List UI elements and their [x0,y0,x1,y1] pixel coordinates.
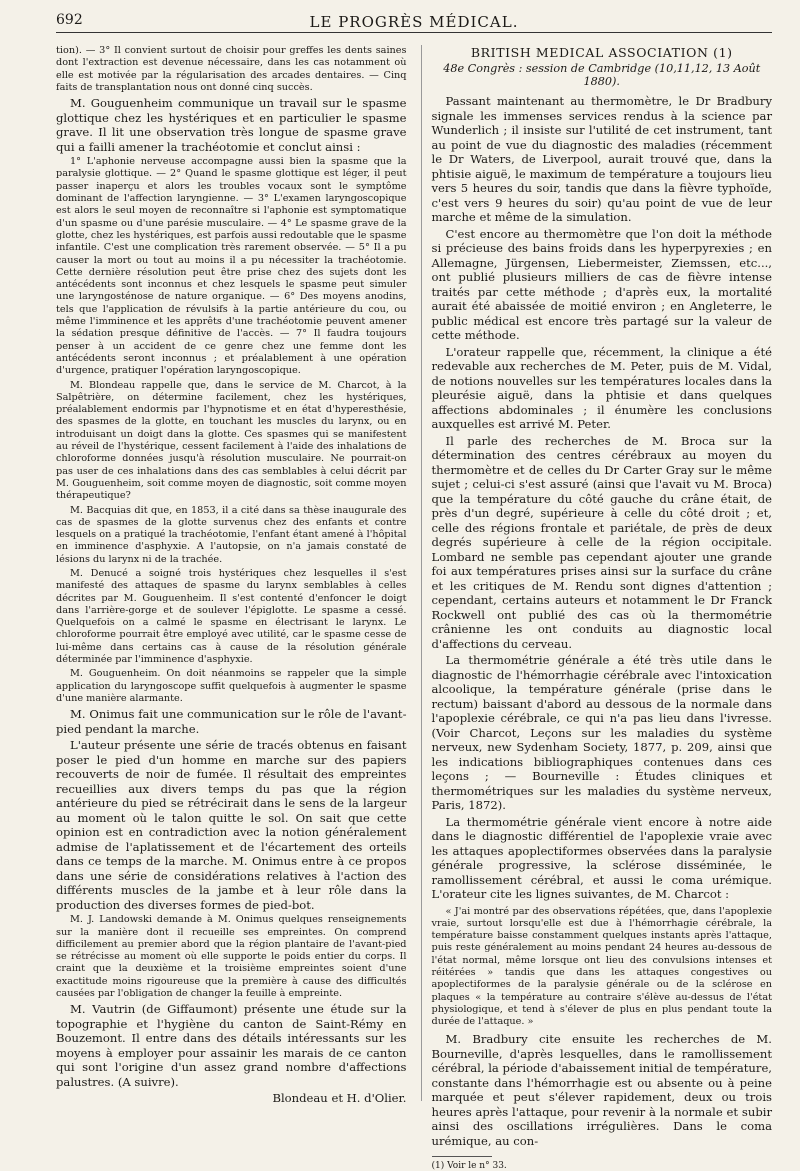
paragraph: M. Vautrin (de Giffaumont) présente une étude sur la topographie et l'hygiène du canton de Saint-Rémy en Bouzemont. Il entre dans des détails intéressants sur les moyens à employer pour assainir les marais de ce canton qui sont l'origine d'un assez grand nombre d'affections palustres. (A suivre). [56,1002,407,1089]
congress-subtitle: 48e Congrès : session de Cambridge (10,11,12, 13 Août 1880). [443,62,761,88]
paragraph: M. J. Landowski demande à M. Onimus quelques renseignements sur la manière dont il recueille ses empreintes. On comprend difficilement au premier abord que la région plantaire de l'avant-pied se rétrécisse au moment où elle supporte le poids entier du corps. Il craint que la deuxième et la troisième empreintes soient d'une exactitude moins rigoureuse que la première à cause des difficultés causées par l'obligation de changer la feuille à empreinte. [56,914,407,1000]
paragraph: M. Onimus fait une communication sur le rôle de l'avant-pied pendant la marche. [56,707,407,736]
paragraph: Passant maintenant au thermomètre, le Dr Bradbury signale les immenses services rendus à la science par Wunderlich ; il insiste sur l'utilité de cet instrument, tant au point de vue du diagnostic des maladies (récemment le Dr Waters, de Liverpool, aurait trouvé que, dans la phtisie aiguë, le maximum de température a toujours lieu vers 5 heures du soir, tandis que dans la fièvre typhoïde, c'est vers 9 heures du soir) qu'au point de vue de leur marche et même de la simulation. [431,94,772,224]
paragraph: L'orateur rappelle que, récemment, la clinique a été redevable aux recherches de M. Peter, puis de M. Vidal, de notions nouvelles sur les températures locales dans la pleurésie aiguë, dans la phtisie et dans quelques affections abdominales ; il énumère les conclusions auxquelles est arrivé M. Peter. [431,344,772,431]
right-column [421,45,773,1171]
footnote: (1) Voir le n° 33. [431,1161,507,1171]
journal-title: LE PROGRÈS MÉDICAL. [309,13,519,31]
paragraph: L'auteur présente une série de tracés obtenus en faisant poser le pied d'un homme en marche sur des papiers recouverts de noir de fumée. Il résultait des empreintes recueillies aux divers temps du pas que la région antérieure du pied se rétrécirait dans le sens de la largeur au moment où le talon quitte le sol. On sait que cette opinion est en contradiction avec la notion généralement admise de l'aplatissement et de l'écartement des orteils dans ce temps de la marche. M. Onimus entre à ce propos dans une série de considérations relatives à l'action des différents muscles de la jambe et à leur rôle dans la production des diverses formes de pied-bot. [56,738,407,912]
two-column-body [56,45,772,1171]
paragraph: La thermométrie générale a été très utile dans le diagnostic de l'hémorrhagie cérébrale avec l'intoxication alcoolique, la température générale (prise dans le rectum) baissant d'abord au dessous de la normale dans l'apoplexie cérébrale, ce qui n'a pas lieu dans l'ivresse. (Voir Charcot, Leçons sur les maladies du système nerveux, new Sydenham Society, 1877, p. 209, ainsi que les indications bibliographiques contenues dans ces leçons ; — Bourneville : Études cliniques et thermométriques sur les maladies du système nerveux, Paris, 1872). [431,653,772,812]
page-header [56,12,772,33]
paragraph: Il parle des recherches de M. Broca sur la détermination des centres cérébraux au moyen du thermomètre et de celles du Dr Carter Gray sur le même sujet ; celui-ci s'est assuré (ainsi que l'avait vu M. Broca) que la température du côté gauche du crâne était, de près d'un degré, supérieure à celle du côté droit ; et, celle des régions frontale et pariétale, de près de deux degrés supérieure à celle de la région occipitale. Lombard ne semble pas cependant ajouter une grande foi aux températures prises ainsi sur la surface du crâne et les critiques de M. Rendu sont dignes d'attention ; cependant, certains auteurs et notamment le Dr Franck Rockwell ont publié des cas où la thermométrie crânienne les ont conduits au diagnostic local d'affections du cerveau. [431,433,772,651]
paragraph: M. Bacquias dit que, en 1853, il a cité dans sa thèse inaugurale des cas de spasmes de la glotte survenus chez des enfants et contre lesquels on a pratiqué la trachéotomie, l'enfant étant amené à l'hôpital en imminence d'asphyxie. A l'autopsie, on n'a jamais constaté de lésions du larynx ni de la trachée. [56,504,407,565]
paragraph: 1° L'aphonie nerveuse accompagne aussi bien la spasme que la paralysie glottique. — 2° Quand le spasme glottique est léger, il peut passer inaperçu et alors les troubles vocaux sont le symptôme dominant de l'affection laryngienne. — 3° L'examen laryngoscopique est alors le seul moyen de reconnaître si l'aphonie est symptomatique d'un spasme ou d'une parésie musculaire. — 4° Le spasme grave de la glotte, chez les hystériques, est parfois aussi redoutable que le spasme infantile. C'est une complication très rarement observée. — 5° Il a pu causer la mort ou tout au moins il a pu nécessiter la trachéotomie. Cette dernière résolution peut être prise chez des sujets dont les antécédents sont inconnus et chez lesquels le spasme peut simuler une laryngosténose de nature organique. — 6° Des moyens anodins, tels que l'application de révulsifs à la partie antérieure du cou, ou même l'imminence et les apprêts d'une trachéotomie peuvent amener la sédation presque définitive de l'accès. — 7° Il faudra toujours penser à un accident de ce genre chez une femme dont les antécédents seront inconnus ; et préalablement à une opération d'urgence, pratiquer l'opération laryngoscopique. [56,156,407,377]
paragraph: M. Bradbury cite ensuite les recherches de M. Bourneville, d'après lesquelles, dans le ramollissement cérébral, la période d'abaissement initial de température, constante dans l'hémorrhagie est ou absente ou à peine marquée et peut s'élever rapidement, deux ou trois heures après l'attaque, pour revenir à la normale et subir ainsi des oscillations irrégulières. Dans le coma urémique, au con- [431,1032,772,1148]
paragraph: M. Gouguenheim. On doit néanmoins se rappeler que la simple application du laryngoscope suffit quelquefois à augmenter le spasme d'une manière alarmante. [56,668,407,704]
paragraph: M. Blondeau rappelle que, dans le service de M. Charcot, à la Salpêtrière, on détermine facilement, chez les hystériques, préalablement endormis par l'hypnotisme et en état d'hyperesthésie, des spasmes de la glotte, en touchant les muscles du larynx, ou en introduisant un doigt dans la glotte. Ces spasmes qui se manifestent au réveil de l'hystérique, cessent facilement à l'aide des inhalations de chloroforme données jusqu'à résolution musculaire. Ne pourrait-on pas user de ces inhalations dans des cas semblables à celui décrit par M. Gouguenheim, soit comme moyen de diagnostic, soit comme moyen thérapeutique? [56,379,407,502]
section-title: BRITISH MEDICAL ASSOCIATION (1) [470,45,733,60]
paragraph: La thermométrie générale vient encore à notre aide dans le diagnostic différentiel de l'apoplexie vraie avec les attaques apoplectiformes observées dans la paralysie générale progressive, la sclérose disséminée, le ramollissement cérébral, et aussi le coma urémique. L'orateur cite les lignes suivantes, de M. Charcot : [431,814,772,901]
paragraph: M. Gouguenheim communique un travail sur le spasme glottique chez les hystériques et en particulier le spasme grave. Il lit une observation très longue de spasme grave qui a failli amener la trachéotomie et conclut ainsi : [56,96,407,154]
signature: Blondeau et H. d'Olier. [272,1091,407,1106]
paragraph: tion). — 3° Il convient surtout de choisir pour greffes les dents saines dont l'extraction est devenue nécessaire, dans les cas notamment où elle est motivée par la régularisation des arcades dentaires. — Cinq faits de transplantation nous ont donné cinq succès. [56,45,407,93]
footnote-rule [432,1156,492,1157]
page-number: 692 [56,12,83,28]
paragraph: M. Denucé a soigné trois hystériques chez lesquelles il s'est manifesté des attaques de spasme du larynx semblables à celles décrites par M. Gouguenheim. Il s'est contenté d'enfoncer le doigt dans l'arrière-gorge et de soulever l'épiglotte. Le spasme a cessé. Quelquefois on a calmé le spasme en électrisant le larynx. Le chloroforme pourrait être employé avec utilité, car le spasme cesse de lui-même dans certains cas à cause de la résolution générale déterminée par l'imminence d'asphyxie. [56,567,407,666]
paragraph: C'est encore au thermomètre que l'on doit la méthode si précieuse des bains froids dans les hyperpyrexies ; en Allemagne, Jürgensen, Liebermeister, Ziemssen, etc..., ont publié plusieurs milliers de cas de fièvre intense traités par cette méthode ; d'après eux, la mortalité aurait été abaissée de moitié environ ; en Angleterre, le public médical est encore très partagé sur la valeur de cette méthode. [431,226,772,342]
block-quote: « J'ai montré par des observations répétées, que, dans l'apoplexie vraie, surtout lorsqu'elle est due à l'hémorrhagie cérébrale, la température baisse constamment quelques instants après l'attaque, puis reste généralement au moins pendant 24 heures au-dessous de l'état normal, même lorsque ont lieu des convulsions intenses et réitérées » tandis que dans les attaques congestives ou apoplectiformes de la paralysie générale ou de la sclérose en plaques « la température au contraire s'élève au-dessus de l'état physiologique, et tend à s'élever de plus en plus pendant toute la durée de l'attaque. » [431,905,772,1028]
left-column [56,45,407,1106]
